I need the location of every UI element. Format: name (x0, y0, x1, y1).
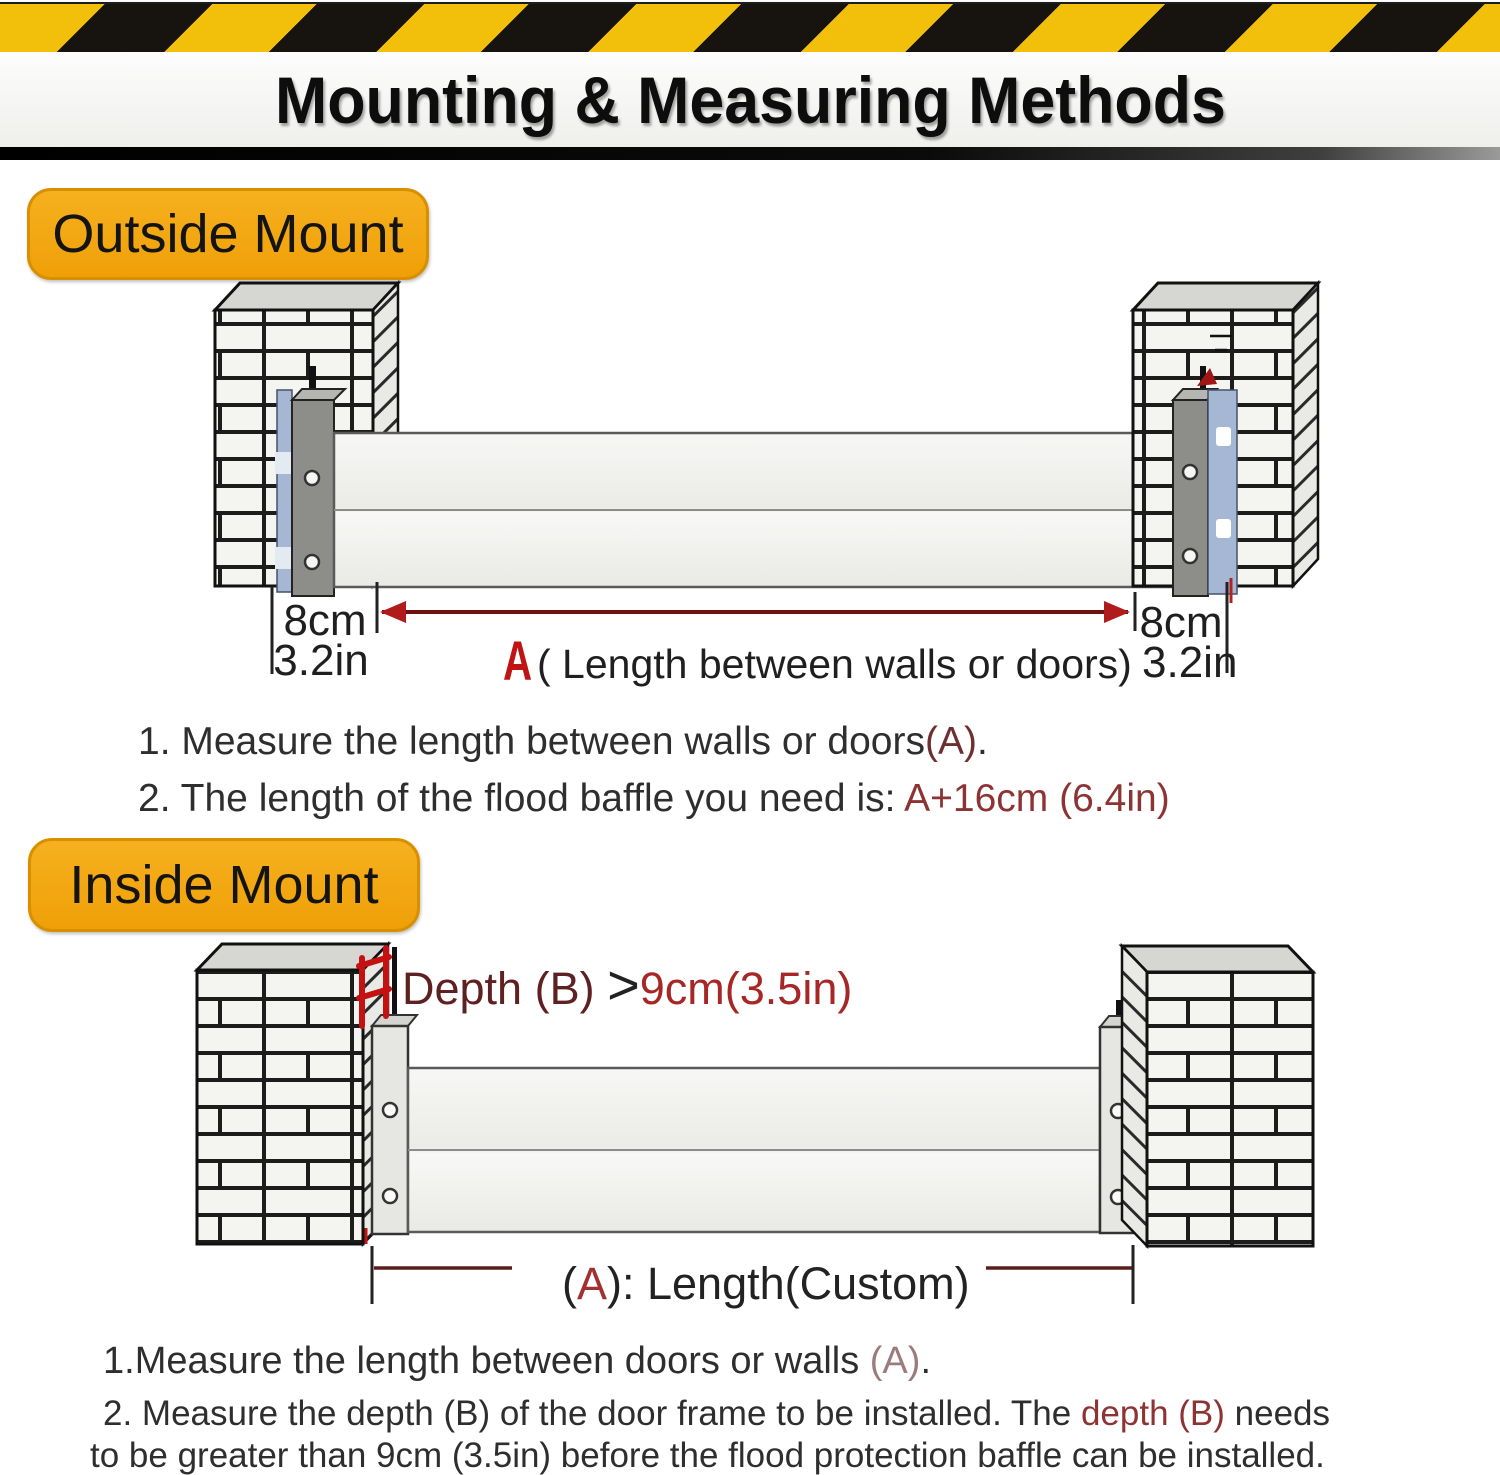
dim-right-cm: 8cm (1139, 598, 1223, 647)
screw-hole (305, 471, 319, 485)
length-between-walls-label: ( Length between walls or doors) (537, 641, 1132, 687)
outside-right-bracket (1173, 366, 1237, 596)
screw-hole (305, 555, 319, 569)
arrowhead-left-icon (380, 601, 406, 623)
inside-length-label: (A): Length(Custom) (562, 1258, 970, 1309)
inside-step-2: 2. Measure the depth (B) of the door frame to be installed. The depth (B) needs (103, 1394, 1331, 1433)
screw-hole (383, 1189, 397, 1203)
outside-flood-barrier (334, 433, 1177, 587)
inside-step-3: to be greater than 9cm (3.5in) before the flood protection baffle can be installed. (90, 1436, 1325, 1475)
inside-right-pillar (1122, 946, 1313, 1246)
arrowhead-right-icon (1104, 601, 1130, 623)
screw-hole (1183, 465, 1197, 479)
dim-left-cm: 8cm (283, 596, 367, 645)
screw-hole (383, 1103, 397, 1117)
dim-left-in: 3.2in (273, 636, 369, 685)
page-title: Mounting & Measuring Methods (274, 62, 1226, 137)
screw-hole (1183, 549, 1197, 563)
inside-step-1: 1.Measure the length between doors or walls (A). (103, 1340, 931, 1382)
outside-mount-badge-label: Outside Mount (52, 204, 404, 264)
inside-flood-barrier (408, 1068, 1100, 1232)
length-a-marker: A (503, 629, 533, 692)
dim-right-in: 3.2in (1142, 638, 1238, 687)
depth-annotation: Depth (B) >9cm(3.5in) (402, 953, 853, 1016)
inside-mount-badge-label: Inside Mount (69, 855, 379, 915)
outside-step-2: 2. The length of the flood baffle you need is: A+16cm (6.4in) (138, 777, 1170, 820)
outside-step-1: 1. Measure the length between walls or doors(A). (138, 720, 988, 763)
